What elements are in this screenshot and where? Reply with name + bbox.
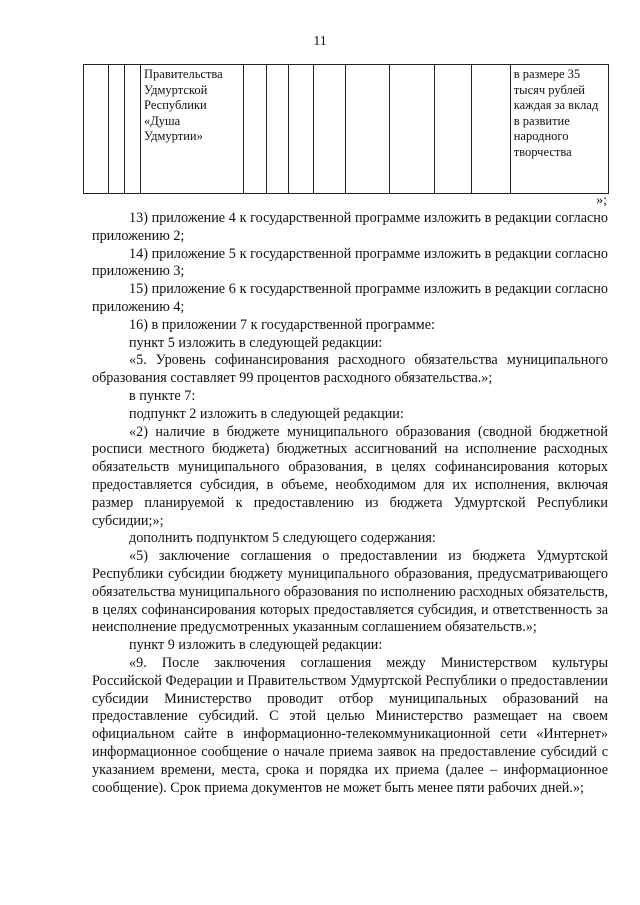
paragraph: пункт 5 изложить в следующей редакции: — [129, 334, 383, 351]
table-cell-program-name: Правительства Удмуртской Республики «Душа Удмуртии» — [141, 65, 244, 194]
table-cell — [346, 65, 389, 194]
table-cell — [125, 65, 141, 194]
table-cell — [109, 65, 125, 194]
paragraph: 15) приложение 6 к государственной программе изложить в редакции согласно приложению 4; — [92, 281, 608, 315]
table-cell — [389, 65, 435, 194]
closing-quote: »; — [596, 193, 607, 208]
continued-table — [83, 64, 609, 194]
table-cell-amount: в размере 35 тысяч рублей каждая за вклад в развитие народного творчества — [510, 65, 608, 194]
table-cell — [435, 65, 472, 194]
paragraph: дополнить подпунктом 5 следующего содержания: — [129, 530, 436, 547]
paragraph: «2) наличие в бюджете муниципального образования (сводной бюджетной росписи местного бюджета) бюджетных ассигнований на исполнение расходных обязательств муниципального образования, в целях софинансирования которых предоставляется субсидия, в объеме, необходимом для их исполнения, включая размер планируемой к предоставлению из бюджета Удмуртской Республики субсидии;»; — [92, 423, 608, 529]
paragraph: «9. После заключения соглашения между Министерством культуры Российской Федерации и Правительством Удмуртской Республики о предоставлении субсидии Министерство проводит отбор муниципальных образований на предоставление субсидий. С этой целью Министерство размещает на своем официальном сайте в информационно-телекоммуникационной сети «Интернет» информационное сообщение о начале приема заявок на предоставление субсидий с указанием времени, места, срока и порядка их приема (далее – информационное сообщение). Срок приема документов не может быть менее пяти рабочих дней.»; — [92, 654, 608, 796]
table-cell — [314, 65, 346, 194]
table-cell — [266, 65, 289, 194]
paragraph: пункт 9 изложить в следующей редакции: — [129, 637, 383, 654]
paragraph: подпункт 2 изложить в следующей редакции: — [129, 405, 404, 422]
paragraph: 13) приложение 4 к государственной программе изложить в редакции согласно приложению 2; — [92, 210, 608, 244]
table-row — [84, 65, 609, 194]
paragraph: 16) в приложении 7 к государственной программе: — [129, 316, 435, 333]
paragraph: 14) приложение 5 к государственной программе изложить в редакции согласно приложению 3; — [92, 245, 608, 280]
table-cell — [289, 65, 314, 194]
table-cell — [243, 65, 266, 194]
page-number: 11 — [313, 34, 327, 49]
table-cell — [471, 65, 510, 194]
paragraph: в пункте 7: — [129, 387, 196, 404]
table-cell — [84, 65, 109, 194]
paragraph: «5. Уровень софинансирования расходного обязательства муниципального образования составляет 99 процентов расходного обязательства.»; — [92, 352, 608, 387]
paragraph: «5) заключение соглашения о предоставлении из бюджета Удмуртской Республики субсидии бюджету муниципального образования, предусматривающего обязательства муниципального образования по исполнению расходных обязательств, в целях софинансирования которых предоставляется субсидия, и ответственность за неисполнение предусмотренных указанным соглашением обязательств.»; — [92, 548, 608, 636]
body-text — [92, 210, 608, 797]
